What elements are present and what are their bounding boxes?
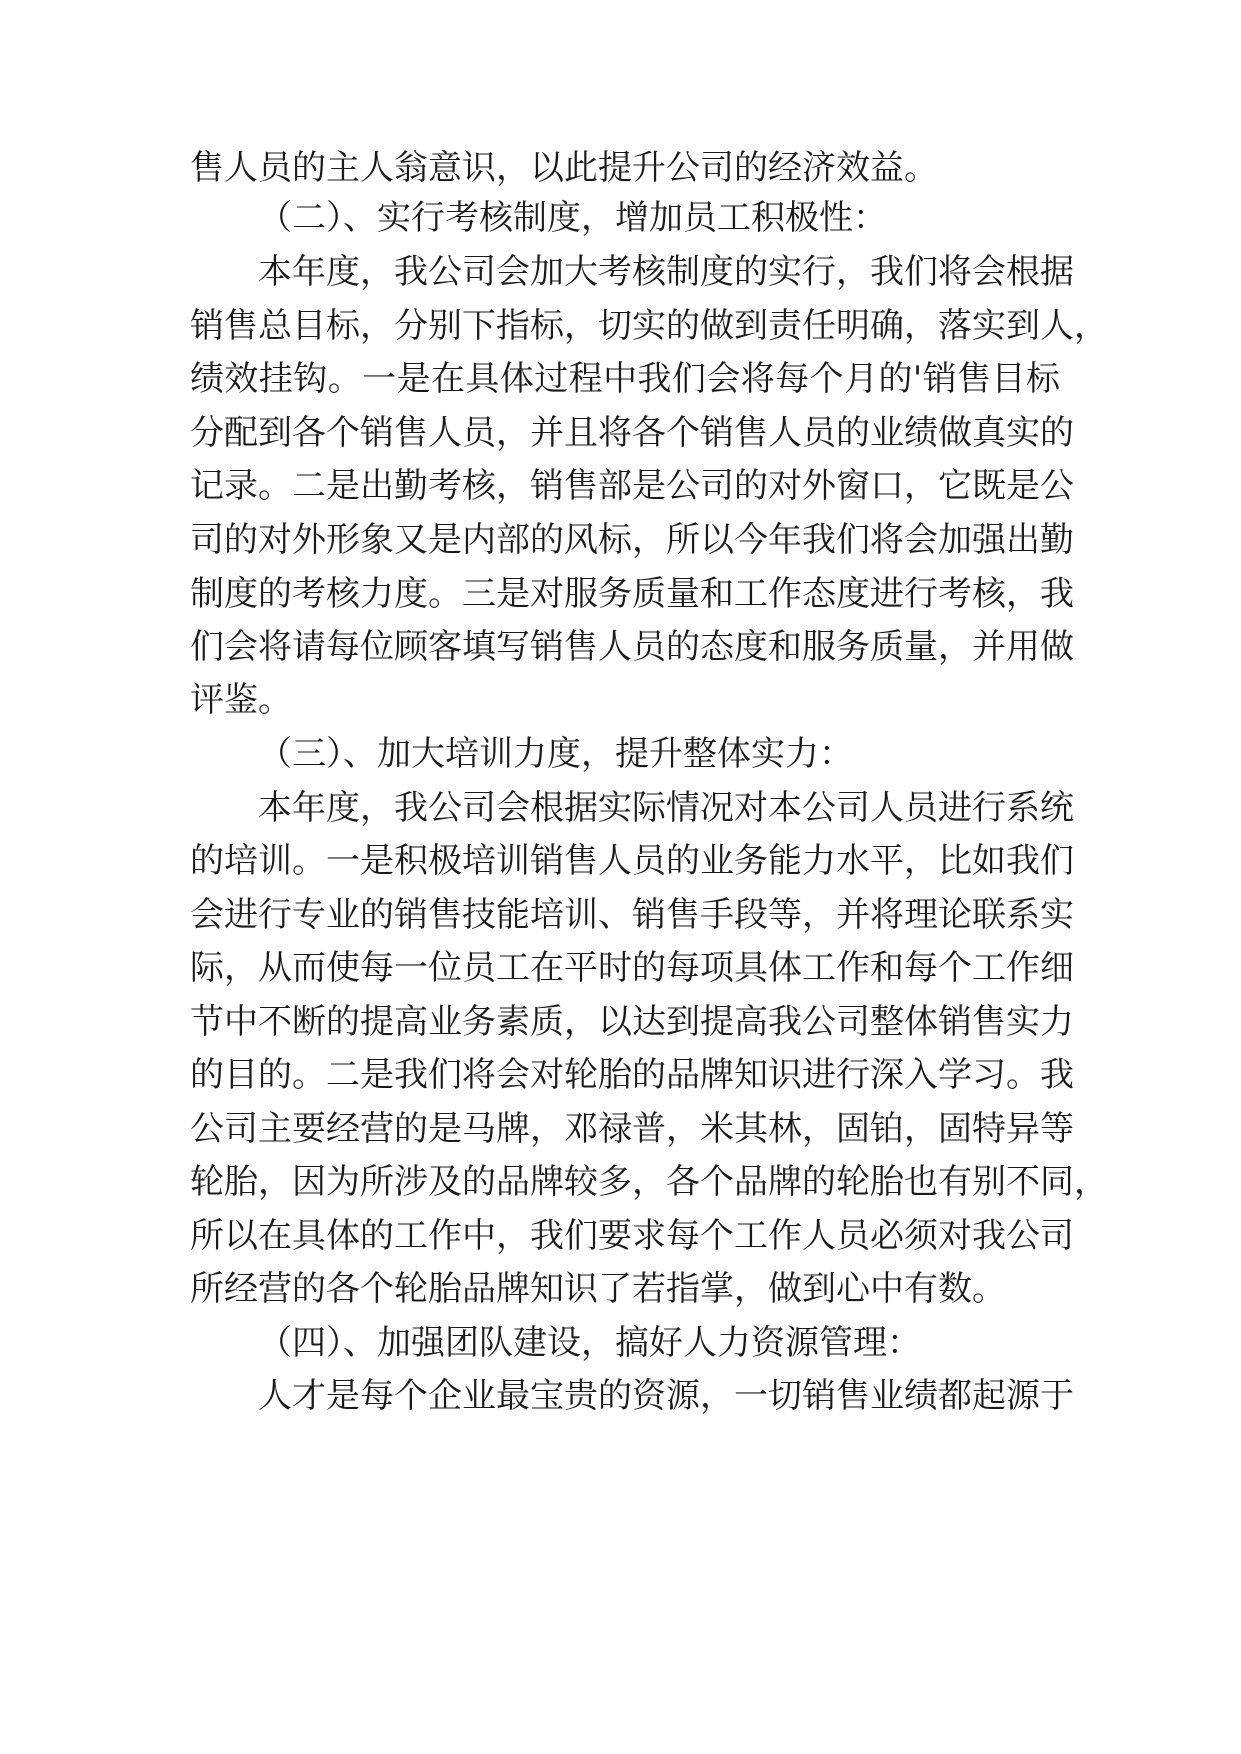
body-text-line: 的培训。一是积极培训销售人员的业务能力水平，比如我们 [190, 841, 1074, 881]
body-text-line: 分配到各个销售人员，并且将各个销售人员的业绩做真实的 [190, 413, 1074, 453]
section-heading-2: （二）、实行考核制度，增加员工积极性： [258, 198, 887, 238]
body-text-line: 本年度，我公司会根据实际情况对本公司人员进行系统 [258, 788, 1074, 828]
body-text-line: 本年度，我公司会加大考核制度的实行，我们将会根据 [258, 252, 1074, 292]
body-text-line: 们会将请每位顾客填写销售人员的态度和服务质量，并用做 [190, 627, 1074, 667]
body-text-line: 人才是每个企业最宝贵的资源，一切销售业绩都起源于 [258, 1376, 1074, 1416]
body-text-line: 轮胎，因为所涉及的品牌较多，各个品牌的轮胎也有别不同， [190, 1162, 1108, 1202]
section-heading-3: （三）、加大培训力度，提升整体实力： [258, 734, 853, 774]
body-text-line: 销售总目标，分别下指标，切实的做到责任明确，落实到人， [190, 306, 1108, 346]
body-text-line: 售人员的主人翁意识，以此提升公司的经济效益。 [190, 148, 938, 188]
section-heading-4: （四）、加强团队建设，搞好人力资源管理： [258, 1323, 921, 1363]
body-text-line: 制度的考核力度。三是对服务质量和工作态度进行考核，我 [190, 574, 1074, 614]
body-text-line: 节中不断的提高业务素质，以达到提高我公司整体销售实力 [190, 1002, 1074, 1042]
body-text-line: 所经营的各个轮胎品牌知识了若指掌，做到心中有数。 [190, 1269, 1006, 1309]
body-text-line: 际，从而使每一位员工在平时的每项具体工作和每个工作细 [190, 948, 1074, 988]
body-text-line: 所以在具体的工作中，我们要求每个工作人员必须对我公司 [190, 1216, 1074, 1256]
body-text-line: 会进行专业的销售技能培训、销售手段等，并将理论联系实 [190, 895, 1074, 935]
body-text-line: 记录。二是出勤考核，销售部是公司的对外窗口，它既是公 [190, 466, 1074, 506]
body-text-line: 评鉴。 [190, 680, 292, 720]
body-text-line: 的目的。二是我们将会对轮胎的品牌知识进行深入学习。我 [190, 1055, 1074, 1095]
body-text-line: 绩效挂钩。一是在具体过程中我们会将每个月的'销售目标 [190, 359, 1060, 399]
body-text-line: 司的对外形象又是内部的风标，所以今年我们将会加强出勤 [190, 520, 1074, 560]
body-text-line: 公司主要经营的是马牌，邓禄普，米其林，固铂，固特异等 [190, 1109, 1074, 1149]
